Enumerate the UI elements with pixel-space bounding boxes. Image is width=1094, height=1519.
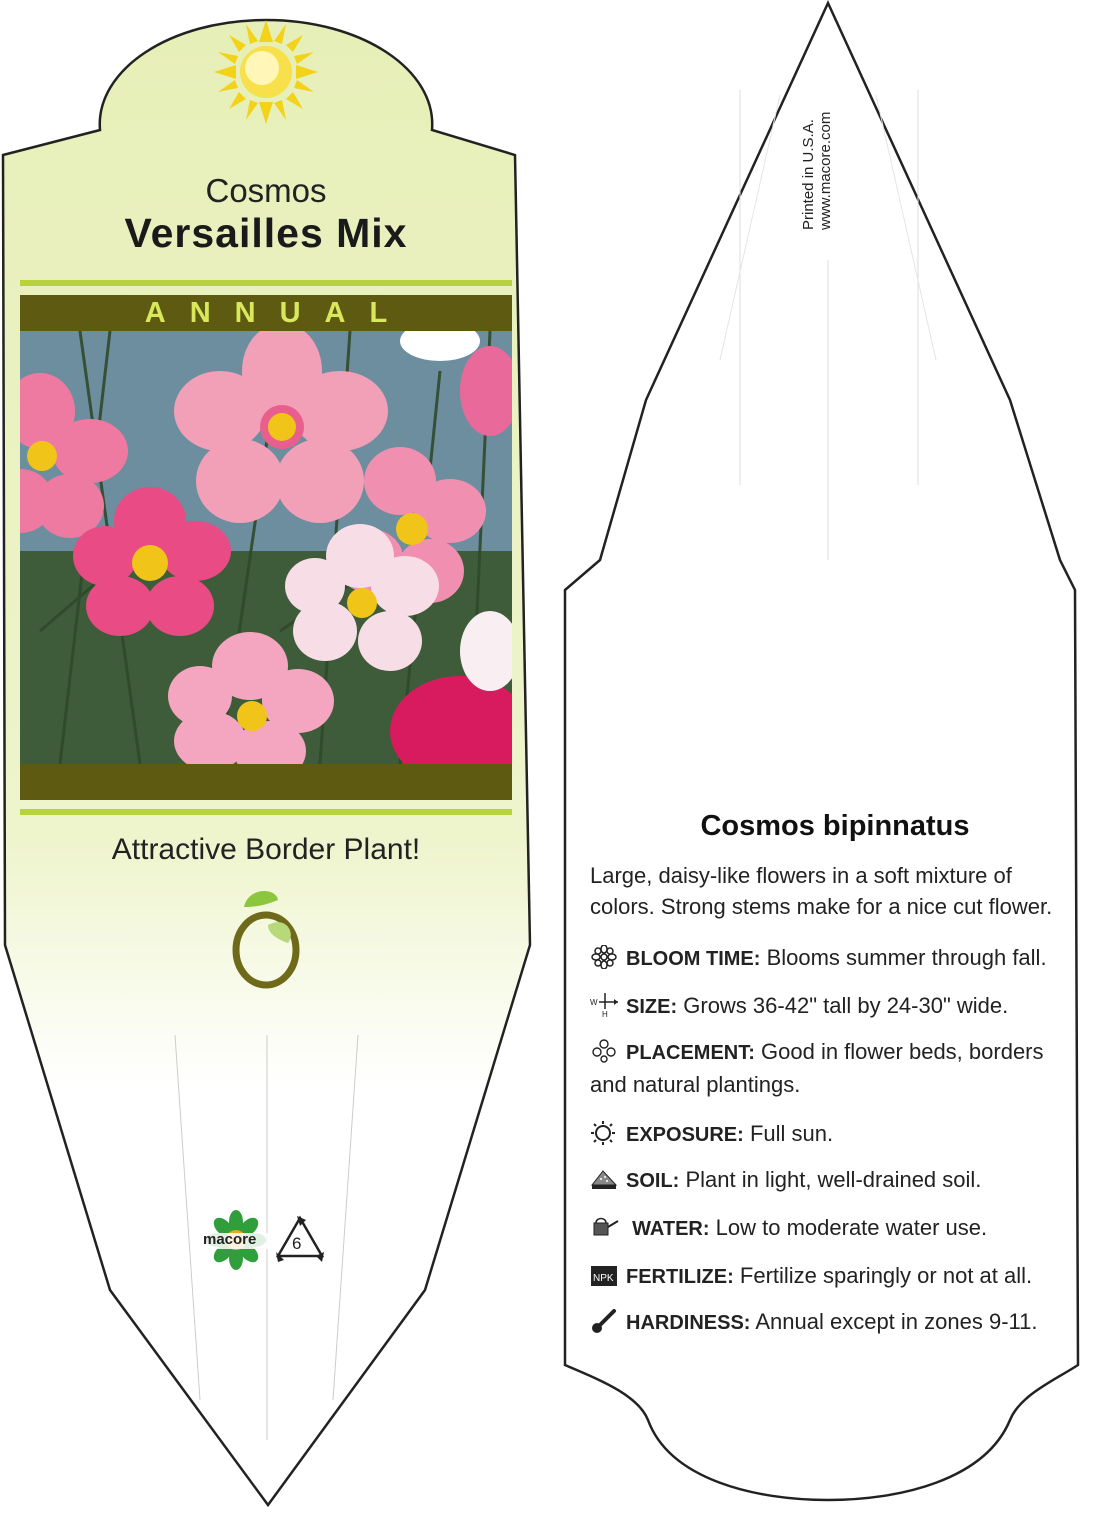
sun-icon [214, 20, 318, 124]
attr-value: Good in flower beds, borders and natural plantings. [590, 1039, 1044, 1097]
placement-icon [590, 1039, 620, 1063]
attr-value: Annual except in zones 9-11. [755, 1309, 1038, 1334]
attr-label: WATER: [632, 1218, 710, 1240]
attr-value: Low to moderate water use. [715, 1215, 988, 1240]
sun-outline-icon [590, 1121, 620, 1145]
attr-soil [590, 1164, 1075, 1197]
printed-info [800, 70, 860, 230]
attr-label: HARDINESS: [626, 1312, 751, 1334]
front-genus: Cosmos [205, 172, 327, 209]
attr-fertilize [590, 1260, 1075, 1293]
description: Large, daisy-like flowers in a soft mixture of colors. Strong stems make for a nice cut flower. [590, 863, 1053, 919]
cosmos-photo [20, 331, 512, 764]
category-label: ANNUAL [144, 297, 412, 329]
attr-water [590, 1212, 1075, 1245]
attr-label: FERTILIZE: [626, 1266, 734, 1288]
attr-label: SOIL: [626, 1170, 680, 1192]
tagline: Attractive Border Plant! [111, 833, 421, 866]
soil-icon [590, 1167, 620, 1191]
flower-icon [590, 945, 620, 969]
thermometer-icon [590, 1309, 620, 1333]
size-icon [590, 993, 620, 1017]
svg-text:W: W [590, 998, 598, 1007]
attr-value: Grows 36-42" tall by 24-30" wide. [683, 993, 1009, 1018]
attr-value: Blooms summer through fall. [766, 945, 1047, 970]
attr-value: Fertilize sparingly or not at all. [739, 1263, 1033, 1288]
printed-line1: Printed in U.S.A. [800, 119, 817, 230]
attr-value: Full sun. [749, 1121, 834, 1146]
botanical-name: Cosmos bipinnatus [700, 810, 970, 842]
attr-label: EXPOSURE: [626, 1124, 744, 1146]
attr-hardiness [590, 1306, 1075, 1339]
attr-label: SIZE: [626, 996, 678, 1018]
attr-exposure [590, 1118, 1075, 1151]
npk-icon [590, 1263, 620, 1287]
lower-band [20, 764, 512, 800]
watering-can-icon [590, 1215, 620, 1239]
brand-name: macore [203, 1231, 257, 1248]
front-variety: Versailles Mix [124, 210, 408, 256]
attr-label: BLOOM TIME: [626, 948, 761, 970]
attr-label: PLACEMENT: [626, 1042, 755, 1064]
printed-line2: www.macore.com [817, 111, 834, 230]
attr-size [590, 990, 1075, 1023]
recycle-code: 6 [292, 1234, 302, 1253]
svg-text:H: H [602, 1010, 608, 1017]
attr-value: Plant in light, well-drained soil. [685, 1167, 982, 1192]
npk-text: NPK [593, 1273, 614, 1284]
attr-bloom-time [590, 942, 1075, 975]
attr-placement [590, 1036, 1075, 1100]
